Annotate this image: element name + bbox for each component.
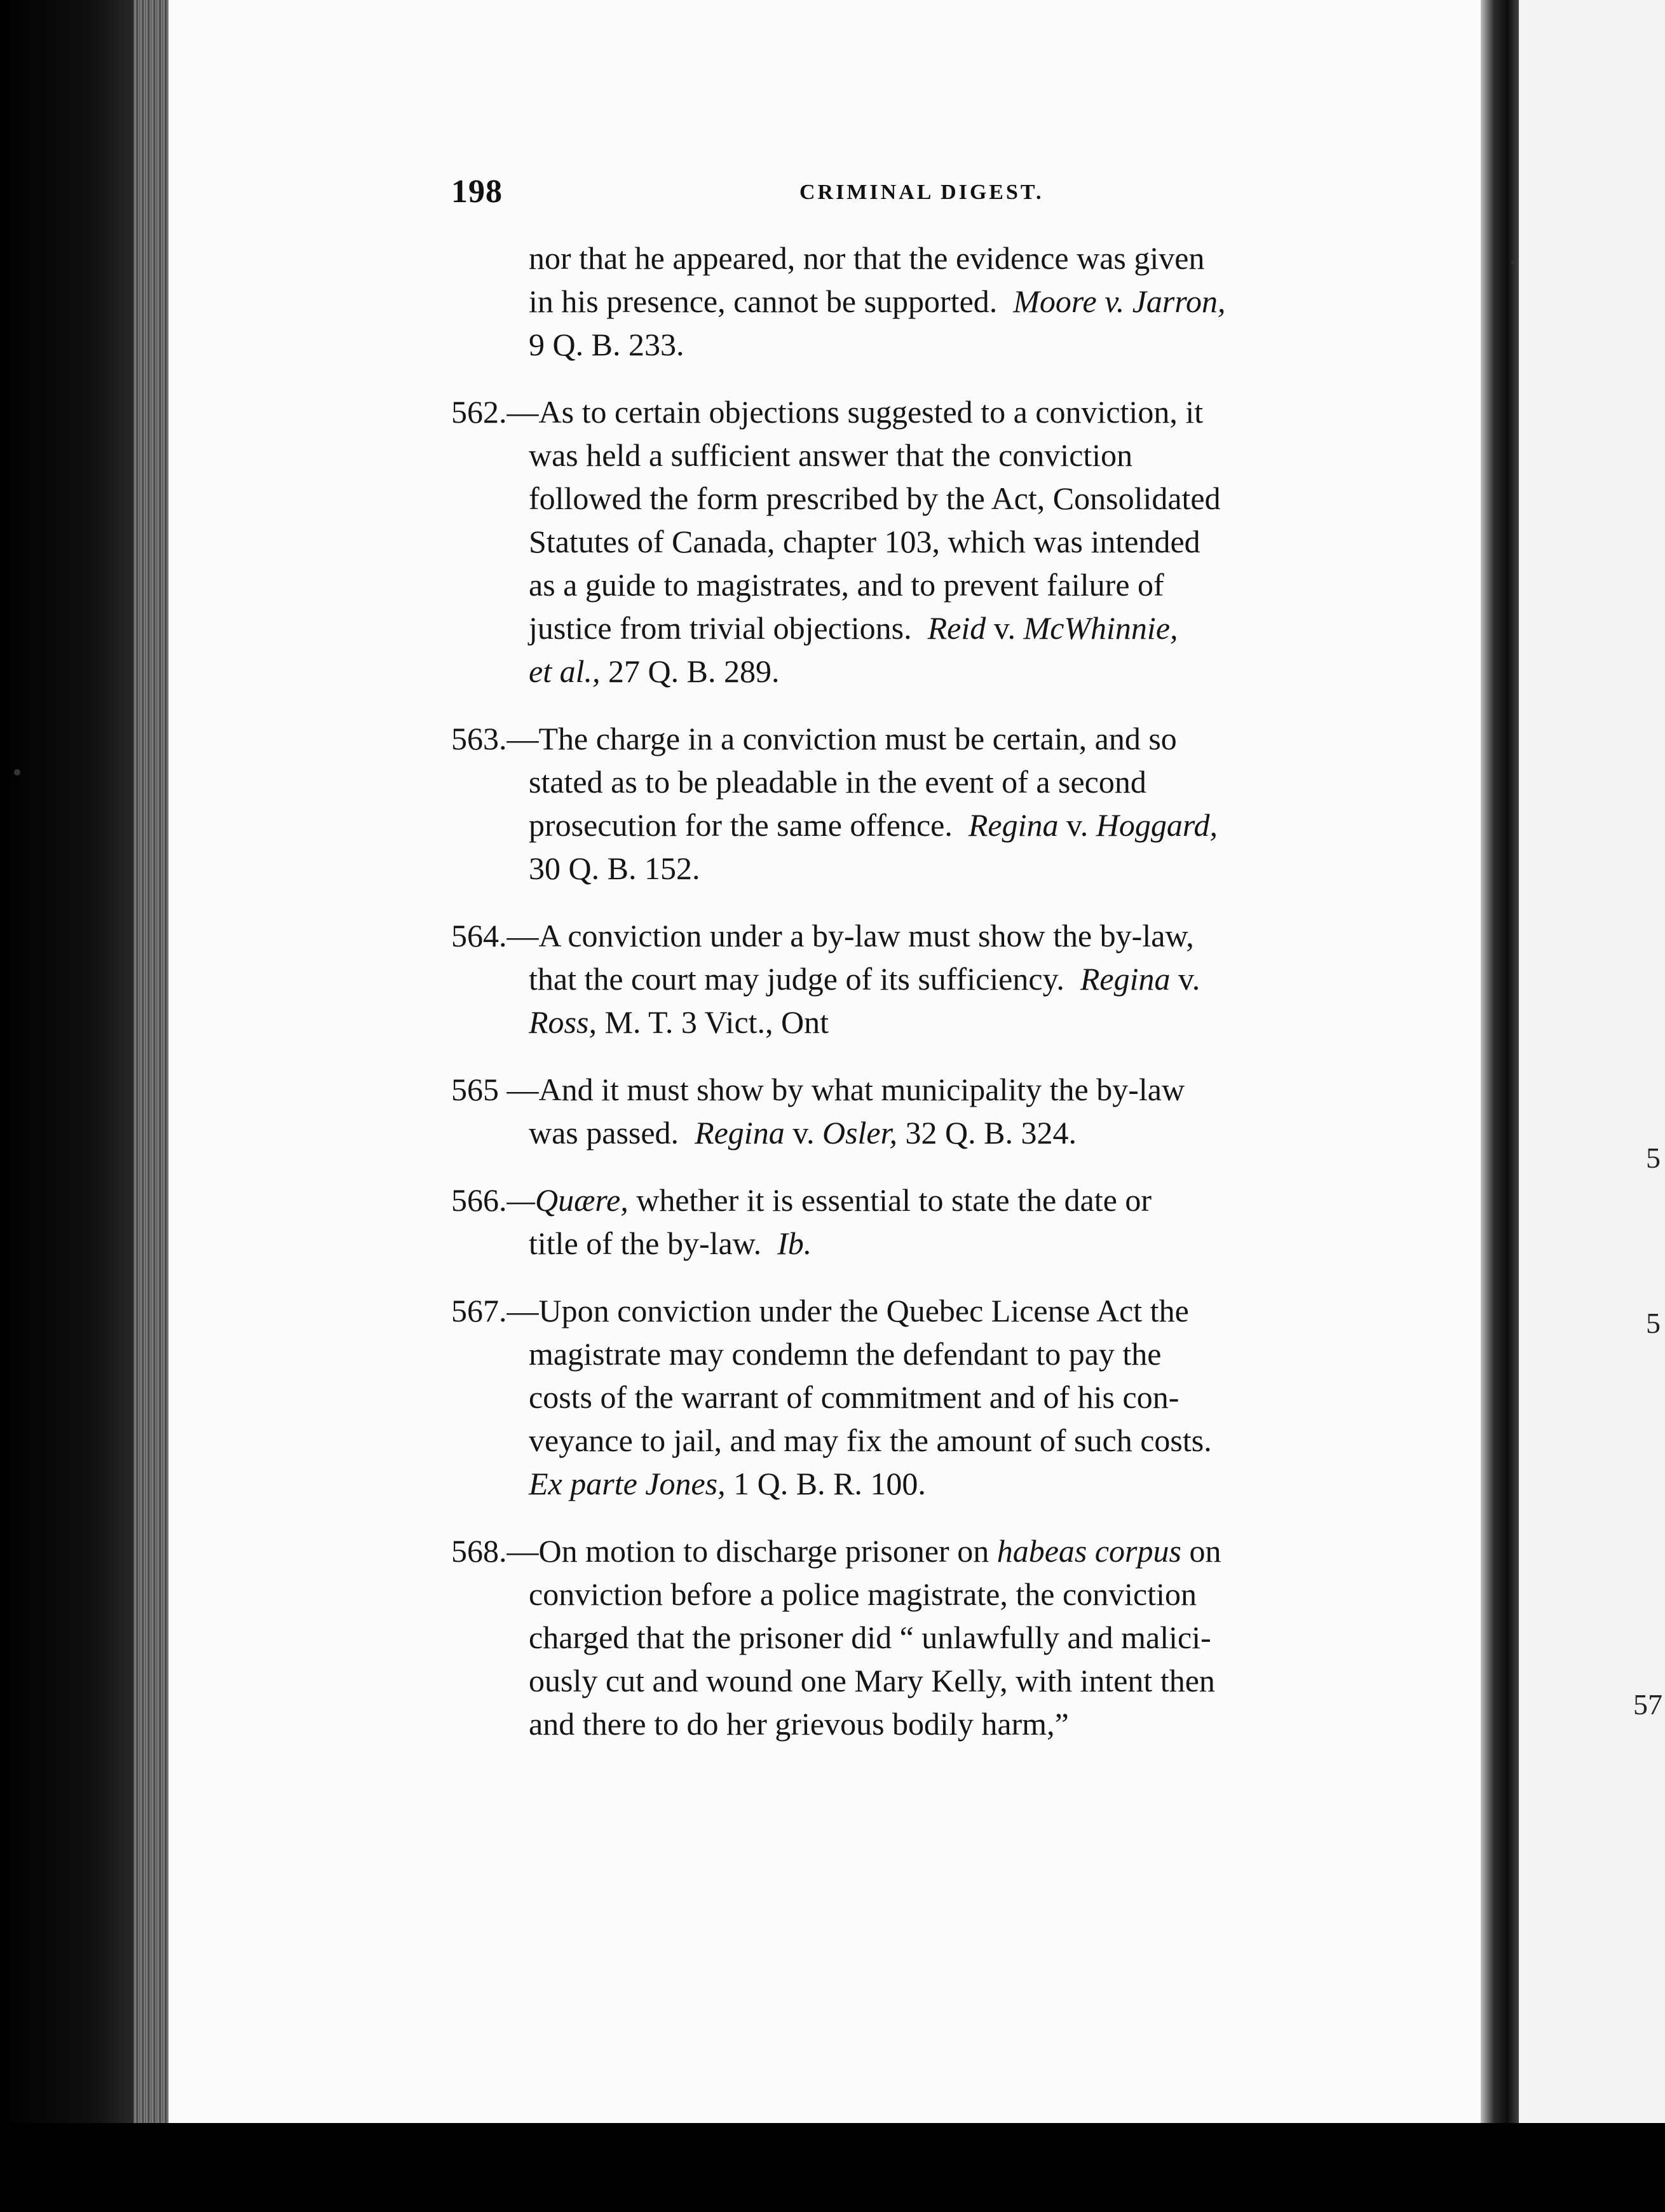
entry-565	[451, 1068, 1385, 1154]
entry-563	[451, 717, 1385, 890]
entry-number: 563.	[451, 721, 507, 756]
case-name: McWhinnie,	[1023, 610, 1178, 646]
case-reference: Ib.	[777, 1225, 812, 1261]
case-name: Osler,	[822, 1115, 898, 1150]
text-line: that the court may judge of its sufficiency. Regina v.	[529, 961, 1200, 997]
bottom-scan-border	[0, 2123, 1665, 2212]
text-line: ously cut and wound one Mary Kelly, with intent then	[529, 1663, 1215, 1698]
text-line: et al., 27 Q. B. 289.	[529, 653, 780, 689]
text-line: was passed. Regina v. Osler, 32 Q. B. 324.	[529, 1115, 1077, 1150]
entry-number: 562.	[451, 394, 507, 430]
text-line: Ex parte Jones, 1 Q. B. R. 100.	[529, 1466, 926, 1501]
entry-number: 568.	[451, 1533, 507, 1569]
text-line: 566.—Quære, whether it is essential to state the date or	[451, 1182, 1152, 1218]
text-line: veyance to jail, and may fix the amount of such costs.	[529, 1423, 1212, 1458]
entry-number: 564.	[451, 918, 507, 953]
facing-page	[1519, 0, 1665, 2126]
text-line: 30 Q. B. 152.	[529, 850, 700, 886]
text-line: was held a sufficient answer that the conviction	[529, 437, 1133, 473]
entry-564	[451, 914, 1385, 1044]
page-title: CRIMINAL DIGEST.	[799, 181, 1044, 204]
case-name: Reid	[927, 610, 986, 646]
writ-name: habeas corpus	[996, 1533, 1181, 1569]
left-scan-shadow	[0, 0, 137, 2212]
text-line: justice from trivial objections. Reid v. McWhinnie,	[529, 610, 1178, 646]
case-name: et al.,	[529, 653, 601, 689]
text-line: 567.—Upon conviction under the Quebec License Act the	[451, 1293, 1189, 1328]
case-name: Hoggard,	[1096, 807, 1218, 843]
case-name: Moore v. Jarron,	[1013, 283, 1226, 319]
entry-566	[451, 1178, 1385, 1265]
text-line: conviction before a police magistrate, the conviction	[529, 1576, 1197, 1612]
entry-567	[451, 1289, 1385, 1505]
text-line: charged that the prisoner did “ unlawfully and malici-	[529, 1620, 1211, 1655]
scan-speck	[1511, 261, 1515, 264]
book-gutter	[1481, 0, 1519, 2126]
text-line: prosecution for the same offence. Regina v. Hoggard,	[529, 807, 1218, 843]
text-line: costs of the warrant of commitment and of his con-	[529, 1379, 1179, 1415]
entry-number: 565	[451, 1072, 499, 1107]
text-line: nor that he appeared, nor that the evidence was given	[529, 240, 1205, 276]
text-line: as a guide to magistrates, and to prevent failure of	[529, 567, 1164, 603]
text-line: 564.—A conviction under a by-law must show the by-law,	[451, 918, 1194, 953]
entry-number: 567.	[451, 1293, 507, 1328]
text-line: Ross, M. T. 3 Vict., Ont	[529, 1004, 829, 1040]
text-line: in his presence, cannot be supported. Moore v. Jarron,	[529, 283, 1226, 319]
text-line: and there to do her grievous bodily harm,”	[529, 1706, 1069, 1742]
entry-562	[451, 390, 1385, 693]
facing-page-fragment: 5	[1646, 1142, 1661, 1174]
book-page-edges	[133, 0, 172, 2123]
text-line: 563.—The charge in a conviction must be certain, and so	[451, 721, 1177, 756]
text-line: followed the form prescribed by the Act, Consolidated	[529, 481, 1221, 516]
text-line: Statutes of Canada, chapter 103, which was intended	[529, 524, 1200, 559]
digest-text	[451, 236, 1385, 1770]
text-line: 568.—On motion to discharge prisoner on habeas corpus on	[451, 1533, 1221, 1569]
running-head	[451, 173, 1404, 217]
text-line: 9 Q. B. 233.	[529, 327, 684, 362]
case-name: Ross,	[529, 1004, 597, 1040]
case-name: Regina	[968, 807, 1059, 843]
text-line: 562.—As to certain objections suggested to a conviction, it	[451, 394, 1204, 430]
facing-page-fragment: 5	[1646, 1307, 1661, 1339]
text-line: 565 —And it must show by what municipality the by-law	[451, 1072, 1185, 1107]
case-name: Regina	[1080, 961, 1171, 997]
scan-speck	[14, 769, 20, 775]
text-line: stated as to be pleadable in the event of a second	[529, 764, 1146, 800]
entry-568	[451, 1529, 1385, 1745]
text-line: title of the by-law. Ib.	[529, 1225, 812, 1261]
case-name: Regina	[695, 1115, 785, 1150]
page-number: 198	[451, 174, 503, 210]
case-name: Ex parte Jones,	[529, 1466, 726, 1501]
text-line: magistrate may condemn the defendant to pay the	[529, 1336, 1162, 1372]
continuation-paragraph	[451, 236, 1385, 366]
entry-number: 566.	[451, 1182, 507, 1218]
facing-page-fragment: 57	[1633, 1688, 1662, 1721]
